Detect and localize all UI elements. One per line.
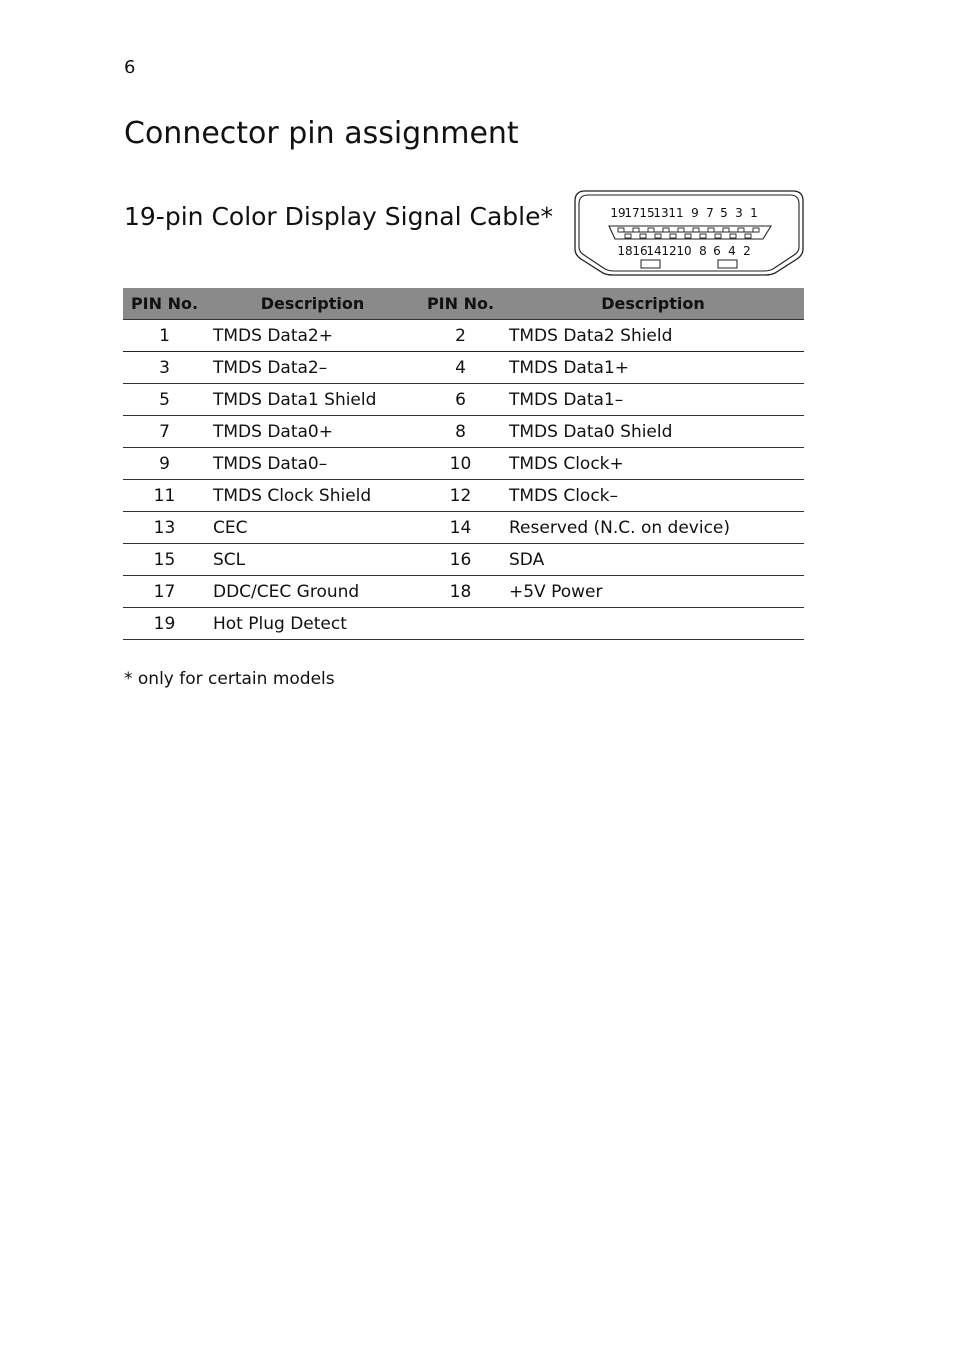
pin-number: 3 — [123, 352, 206, 384]
section-title: 19-pin Color Display Signal Cable* — [124, 202, 553, 231]
connector-pin-label: 9 — [691, 206, 699, 220]
connector-outer-shell — [575, 191, 803, 275]
pin-description: TMDS Data0– — [206, 448, 419, 480]
page-number: 6 — [124, 57, 136, 78]
pin-number: 10 — [419, 448, 502, 480]
pin-number: 9 — [123, 448, 206, 480]
pin-description: +5V Power — [502, 576, 804, 608]
pin-description: TMDS Data0 Shield — [502, 416, 804, 448]
pin-number: 8 — [419, 416, 502, 448]
pin-description: TMDS Data1+ — [502, 352, 804, 384]
connector-pin — [648, 228, 654, 232]
pin-number: 16 — [419, 544, 502, 576]
connector-pin-label: 4 — [728, 244, 736, 258]
connector-pin — [693, 228, 699, 232]
table-row — [123, 608, 804, 640]
connector-pin — [715, 234, 721, 238]
pin-assignment-table — [123, 288, 804, 640]
pin-description: SCL — [206, 544, 419, 576]
pin-description: TMDS Data1 Shield — [206, 384, 419, 416]
connector-pin — [663, 228, 669, 232]
connector-pin — [640, 234, 646, 238]
connector-pin-label: 19 — [610, 206, 626, 220]
connector-pin — [738, 228, 744, 232]
connector-pin — [685, 234, 691, 238]
table-row — [123, 576, 804, 608]
connector-pin-label: 11 — [668, 206, 684, 220]
pin-number: 5 — [123, 384, 206, 416]
connector-pin — [730, 234, 736, 238]
connector-pin — [618, 228, 624, 232]
connector-latch-left — [641, 260, 660, 268]
connector-pin-label: 5 — [720, 206, 728, 220]
connector-pin-label: 3 — [735, 206, 743, 220]
connector-pin-label: 14 — [646, 244, 662, 258]
table-row — [123, 384, 804, 416]
connector-top-labels — [610, 206, 757, 220]
pin-description: TMDS Data2+ — [206, 320, 419, 352]
table-row — [123, 448, 804, 480]
connector-pin-label: 7 — [706, 206, 714, 220]
connector-pin — [633, 228, 639, 232]
connector-pin-label: 12 — [661, 244, 677, 258]
pin-description: TMDS Clock+ — [502, 448, 804, 480]
pin-number: 17 — [123, 576, 206, 608]
pin-description — [502, 608, 804, 640]
hdmi-connector-icon — [573, 189, 805, 277]
table-row — [123, 480, 804, 512]
header-description: Description — [502, 288, 804, 320]
header-description: Description — [206, 288, 419, 320]
pin-description: TMDS Clock Shield — [206, 480, 419, 512]
pin-description: SDA — [502, 544, 804, 576]
connector-pin — [678, 228, 684, 232]
pin-description: TMDS Data0+ — [206, 416, 419, 448]
connector-pin — [753, 228, 759, 232]
table-row — [123, 512, 804, 544]
pin-description: TMDS Clock– — [502, 480, 804, 512]
pin-number: 2 — [419, 320, 502, 352]
pin-description: TMDS Data2– — [206, 352, 419, 384]
pin-number: 7 — [123, 416, 206, 448]
connector-pin — [670, 234, 676, 238]
connector-top-pins — [618, 228, 759, 232]
pin-number: 19 — [123, 608, 206, 640]
connector-latch-right — [718, 260, 737, 268]
connector-bottom-pins — [625, 234, 751, 238]
connector-pin-label: 13 — [653, 206, 669, 220]
pin-description: TMDS Data2 Shield — [502, 320, 804, 352]
pin-description: DDC/CEC Ground — [206, 576, 419, 608]
pin-description: Hot Plug Detect — [206, 608, 419, 640]
table-row — [123, 352, 804, 384]
pin-number: 13 — [123, 512, 206, 544]
table-row — [123, 320, 804, 352]
connector-pin-label: 16 — [632, 244, 648, 258]
pin-number: 4 — [419, 352, 502, 384]
pin-number: 12 — [419, 480, 502, 512]
connector-pin — [745, 234, 751, 238]
connector-pin-label: 6 — [713, 244, 721, 258]
pin-number: 18 — [419, 576, 502, 608]
footnote: * only for certain models — [124, 669, 335, 689]
pin-number: 6 — [419, 384, 502, 416]
table-row — [123, 544, 804, 576]
pin-number: 1 — [123, 320, 206, 352]
connector-pin-label: 10 — [676, 244, 692, 258]
connector-pin-label: 18 — [617, 244, 633, 258]
pin-number: 15 — [123, 544, 206, 576]
page-title: Connector pin assignment — [124, 116, 519, 151]
table-header-row — [123, 288, 804, 320]
connector-pin — [655, 234, 661, 238]
table-row — [123, 416, 804, 448]
connector-bottom-labels — [617, 244, 750, 258]
connector-pin-label: 17 — [624, 206, 640, 220]
connector-pin — [723, 228, 729, 232]
pin-number: 11 — [123, 480, 206, 512]
pin-number: 14 — [419, 512, 502, 544]
connector-pin — [625, 234, 631, 238]
pin-description: CEC — [206, 512, 419, 544]
connector-pin-label: 15 — [639, 206, 655, 220]
connector-pin-label: 2 — [743, 244, 751, 258]
connector-pin-label: 8 — [699, 244, 707, 258]
header-pin-no: PIN No. — [123, 288, 206, 320]
pin-number — [419, 608, 502, 640]
header-pin-no: PIN No. — [419, 288, 502, 320]
connector-pin — [700, 234, 706, 238]
pin-description: Reserved (N.C. on device) — [502, 512, 804, 544]
connector-pin-label: 1 — [750, 206, 758, 220]
connector-pin — [708, 228, 714, 232]
pin-description: TMDS Data1– — [502, 384, 804, 416]
